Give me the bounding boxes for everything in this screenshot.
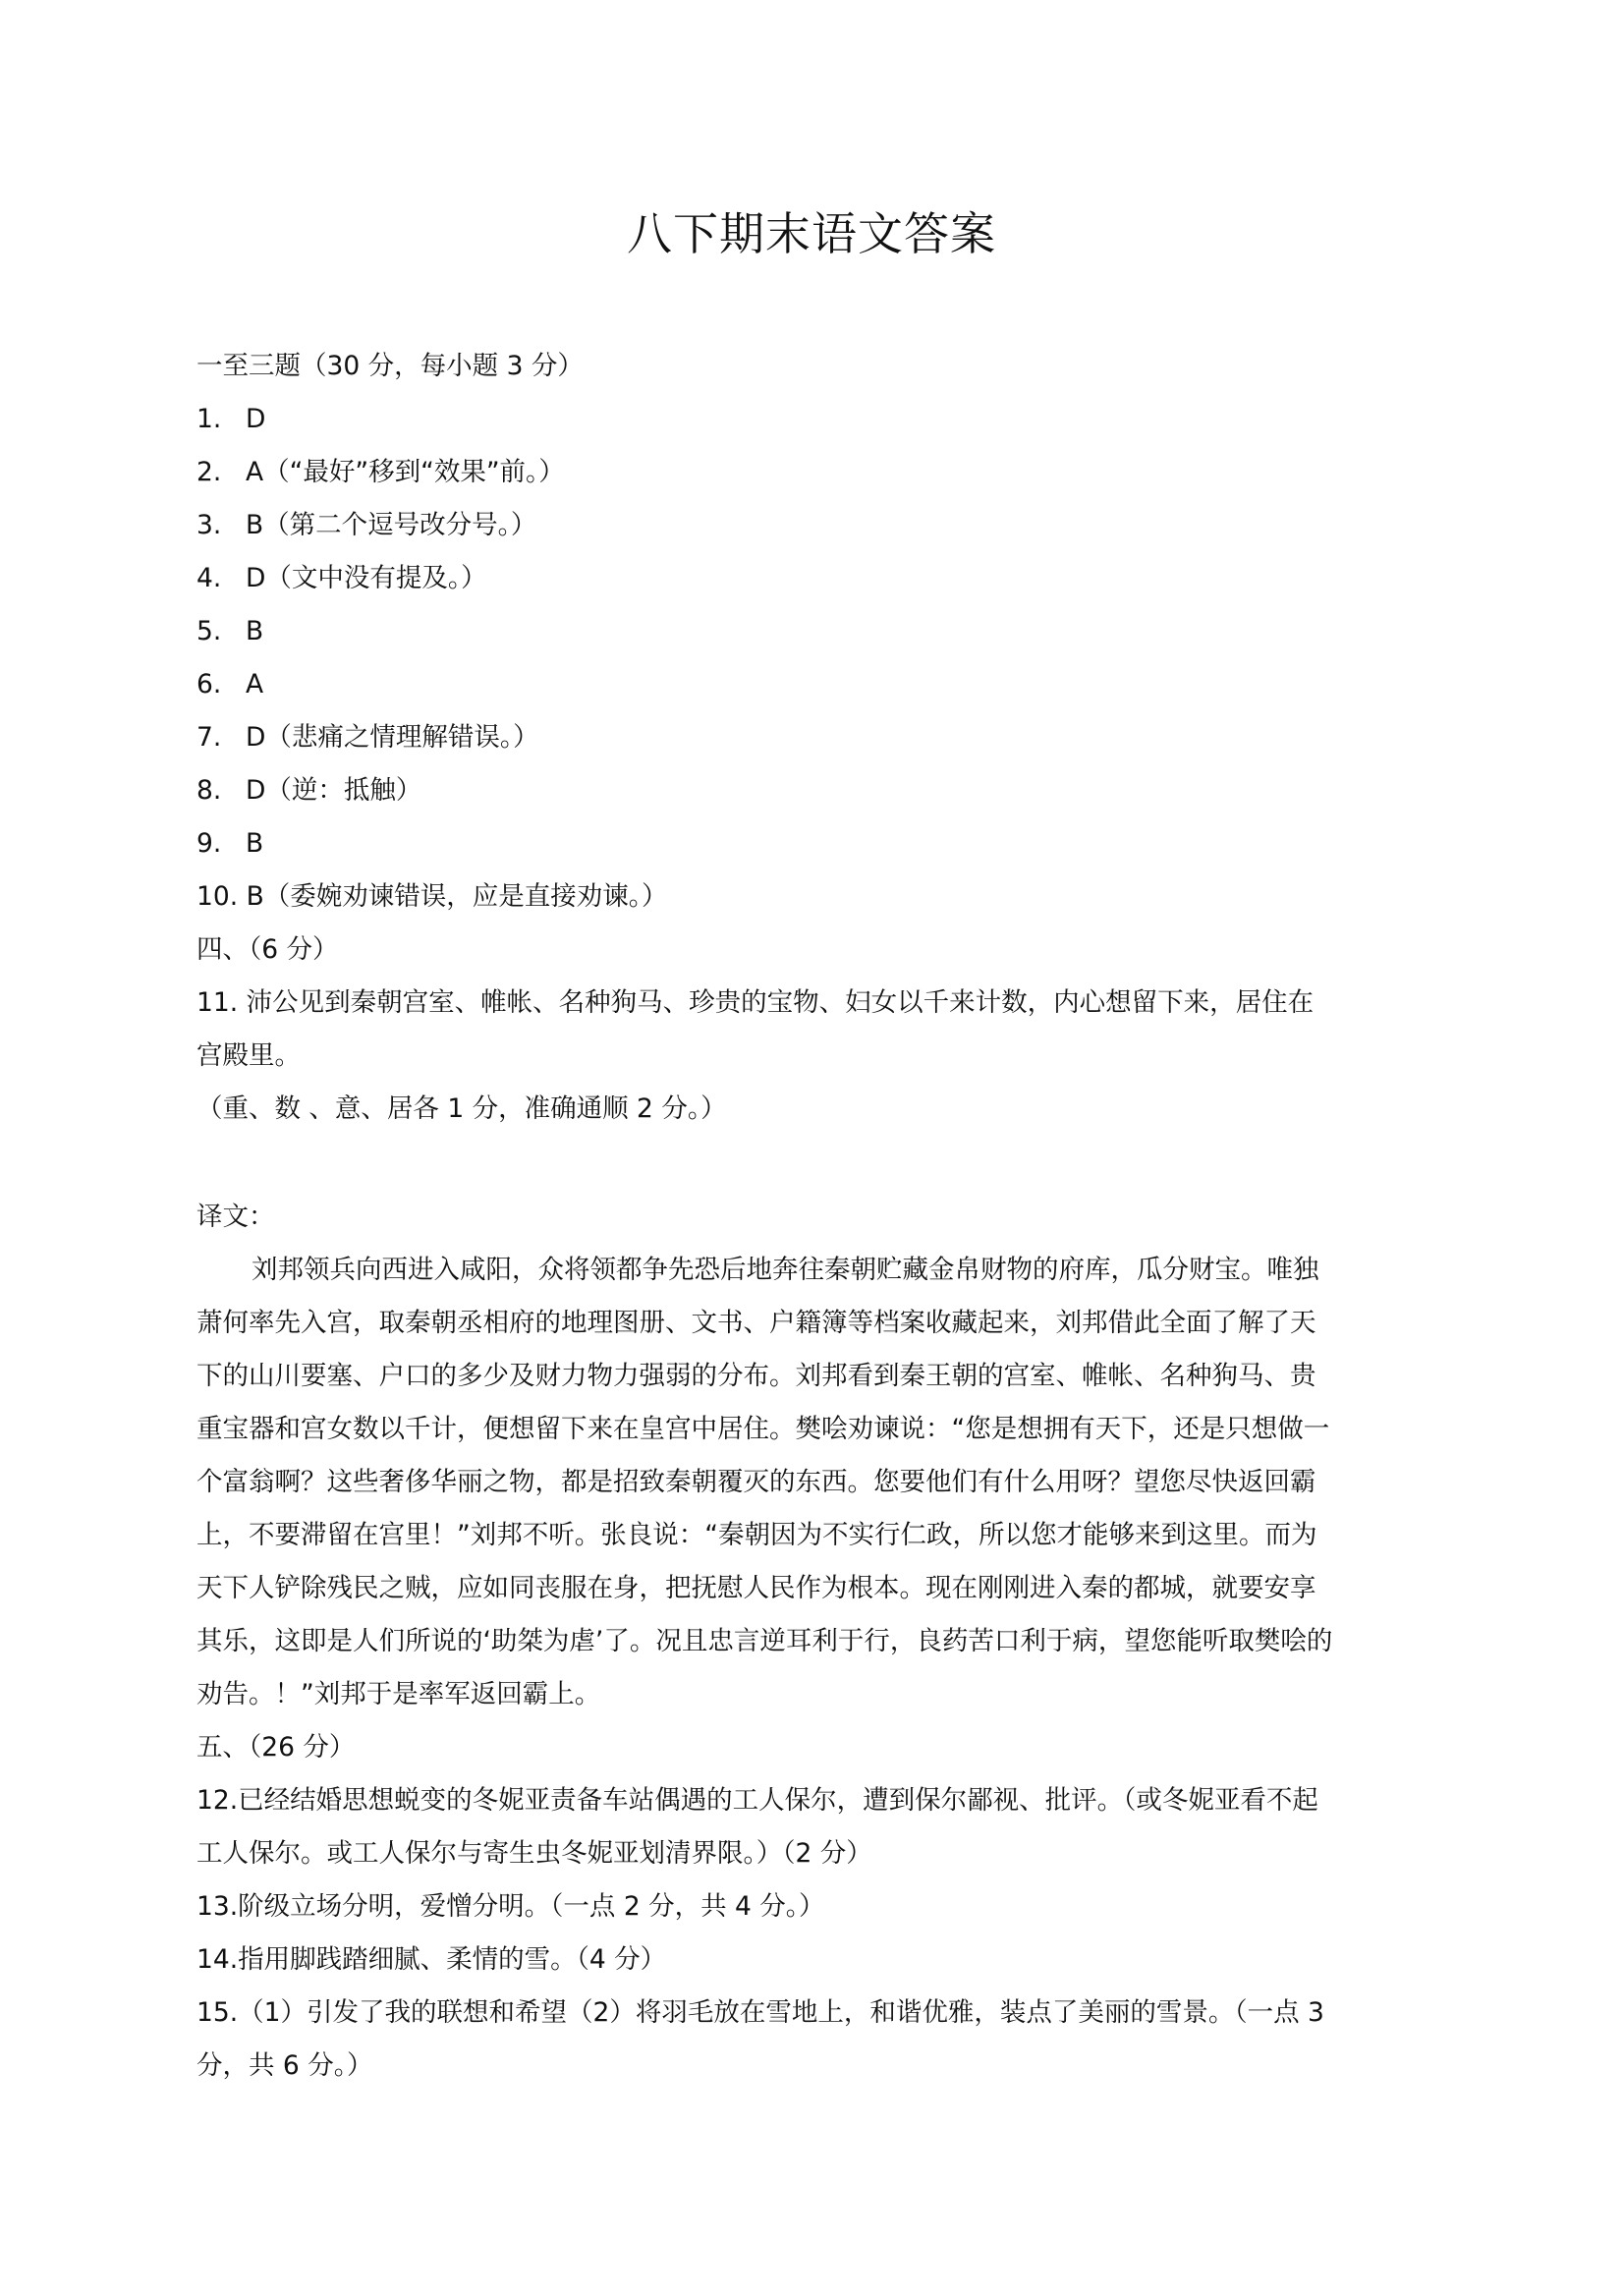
item-answer: D（逆：抵触） bbox=[246, 775, 422, 806]
item-answer: D（文中没有提及。） bbox=[246, 563, 487, 593]
q15-answer-line-2: 分，共 6 分。） bbox=[196, 2050, 373, 2081]
item-answer: A（“最好”移到“效果”前。） bbox=[246, 457, 565, 487]
answer-item-10 bbox=[196, 870, 1440, 924]
translation-line-6: 上，不要滞留在宫里！”刘邦不听。张良说：“秦朝因为不实行仁政，所以您才能够来到这里。而为 bbox=[196, 1520, 1317, 1550]
spacer bbox=[196, 1136, 1440, 1191]
answer-item-1 bbox=[196, 393, 1440, 446]
item-answer: A bbox=[246, 669, 264, 700]
item-answer: B（第二个逗号改分号。） bbox=[246, 510, 537, 540]
item-answer: D bbox=[246, 404, 266, 434]
translation-line-5: 个富翁啊？这些奢侈华丽之物，都是招致秦朝覆灭的东西。您要他们有什么用呀？望您尽快返回霸 bbox=[196, 1467, 1316, 1497]
translation-line-1: 刘邦领兵向西进入咸阳，众将领都争先恐后地奔往秦朝贮藏金帛财物的府库，瓜分财宝。唯独 bbox=[252, 1255, 1319, 1285]
item-number: 3. bbox=[196, 510, 222, 540]
item-number: 1. bbox=[196, 404, 222, 434]
translation-line-3: 下的山川要塞、户口的多少及财力物力强弱的分布。刘邦看到秦王朝的宫室、帷帐、名种狗马、贵 bbox=[196, 1361, 1316, 1391]
translation-line-8: 其乐，这即是人们所说的‘助桀为虐’了。况且忠言逆耳利于行，良药苦口利于病，望您能听取樊哙的 bbox=[196, 1626, 1333, 1656]
answer-item-2 bbox=[196, 446, 1440, 499]
answer-item-4 bbox=[196, 552, 1440, 605]
item-number: 7. bbox=[196, 722, 222, 753]
q15-answer-line-1: 15.（1）引发了我的联想和希望（2）将羽毛放在雪地上，和谐优雅，装点了美丽的雪景。（一点 3 bbox=[196, 1997, 1324, 2028]
item-answer: B bbox=[246, 616, 264, 646]
translation-line-2: 萧何率先入宫，取秦朝丞相府的地理图册、文书、户籍簿等档案收藏起来，刘邦借此全面了解了天 bbox=[196, 1308, 1316, 1338]
q12-answer-line-1: 12.已经结婚思想蜕变的冬妮亚责备车站偶遇的工人保尔，遭到保尔鄙视、批评。（或冬妮亚看不起 bbox=[196, 1785, 1318, 1816]
item-number: 5. bbox=[196, 616, 222, 646]
item-number: 6. bbox=[196, 669, 222, 700]
section-heading-1-3: 一至三题（30 分，每小题 3 分） bbox=[196, 351, 584, 381]
item-number: 2. bbox=[196, 457, 222, 487]
q11-scoring-note: （重、数 、意、居各 1 分，准确通顺 2 分。） bbox=[196, 1093, 727, 1124]
q11-answer-line-2: 宫殿里。 bbox=[196, 1040, 301, 1071]
answer-item-5 bbox=[196, 605, 1440, 658]
answer-item-3 bbox=[196, 499, 1440, 552]
item-number: 8. bbox=[196, 775, 222, 806]
q12-answer-line-2: 工人保尔。或工人保尔与寄生虫冬妮亚划清界限。）（2 分） bbox=[196, 1838, 872, 1869]
q11-answer-line-1: 11. 沛公见到秦朝宫室、帷帐、名种狗马、珍贵的宝物、妇女以千来计数，内心想留下来，居住在 bbox=[196, 987, 1315, 1018]
answer-item-6 bbox=[196, 658, 1440, 711]
answer-item-8 bbox=[196, 764, 1440, 817]
answer-item-9 bbox=[196, 817, 1440, 870]
translation-label: 译文： bbox=[196, 1202, 275, 1232]
item-answer: B（委婉劝谏错误，应是直接劝谏。） bbox=[246, 881, 668, 912]
translation-line-4: 重宝器和宫女数以千计，便想留下来在皇宫中居住。樊哙劝谏说：“您是想拥有天下，还是只想做一 bbox=[196, 1414, 1330, 1444]
answer-content bbox=[196, 340, 1440, 2093]
answer-item-7 bbox=[196, 711, 1440, 764]
item-answer: B bbox=[246, 828, 264, 859]
page-title: 八下期末语文答案 bbox=[627, 207, 996, 260]
item-answer: D（悲痛之情理解错误。） bbox=[246, 722, 539, 753]
translation-line-7: 天下人铲除残民之贼，应如同丧服在身，把抚慰人民作为根本。现在刚刚进入秦的都城，就要安享 bbox=[196, 1573, 1316, 1603]
item-number: 10. bbox=[196, 881, 239, 912]
section-heading-5: 五、（26 分） bbox=[196, 1732, 356, 1763]
q14-answer: 14.指用脚践踏细腻、柔情的雪。（4 分） bbox=[196, 1944, 667, 1975]
translation-line-9: 劝告。！”刘邦于是率军返回霸上。 bbox=[196, 1679, 601, 1709]
section-heading-4: 四、（6 分） bbox=[196, 934, 339, 965]
item-number: 9. bbox=[196, 828, 222, 859]
q13-answer: 13.阶级立场分明，爱憎分明。（一点 2 分，共 4 分。） bbox=[196, 1891, 825, 1922]
item-number: 4. bbox=[196, 563, 222, 593]
